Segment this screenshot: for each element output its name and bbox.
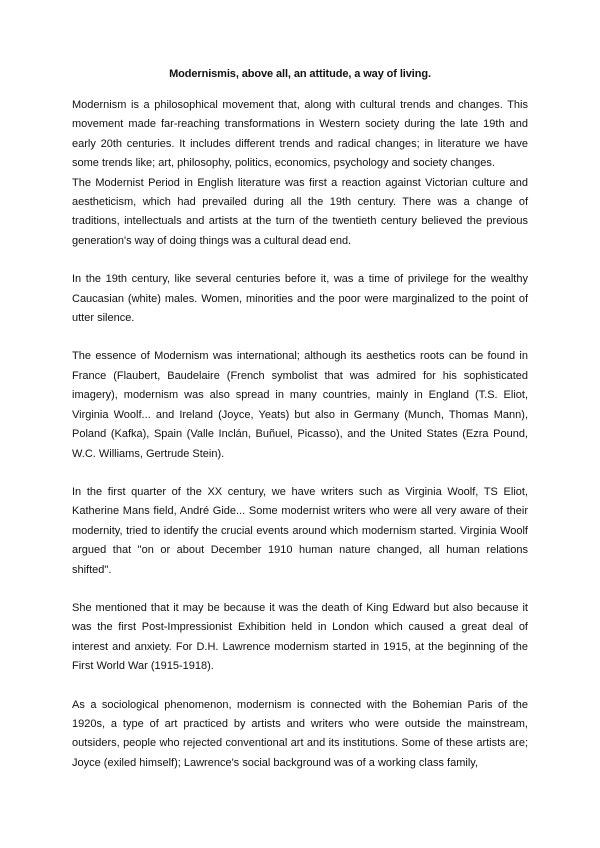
paragraph-king-edward: She mentioned that it may be because it was the death of King Edward but also because it was the first Post-Impressionist Exhibition held in London which caused a great deal of interest and anxiety. For D.H. Lawrence modernism started in 1915, at the beginning of the First World War (1915-1918).: [72, 601, 528, 673]
paragraph-modernism-definition: Modernism is a philosophical movement that, along with cultural trends and changes. This movement made far-reaching transformations in Western society during the late 19th and early 20th centuries. It includes different trends and radical changes; in literature we have some trends like; art, philosophy, politics, economics, psychology and society changes.: [72, 99, 528, 170]
paragraph-international-essence: The essence of Modernism was international; although its aesthetics roots can be found in France (Flaubert, Baudelaire (French symbolist that was admired for his sophisticated imagery), modernism was also spread in many countries, mainly in England (T.S. Eliot, Virginia Woolf... and Ireland (Joyce, Yeats) but also in Germany (Munch, Thomas Mann), Poland (Kafka), Spain (Valle Inclán, Buñuel, Picasso), and the United States (Ezra Pound, W.C. Williams, Gertrude Stein).: [72, 350, 528, 460]
paragraph-spacer: [72, 251, 528, 270]
paragraph-modernist-period: The Modernist Period in English literature was first a reaction against Victorian culture and aestheticism, which had prevailed during all the 19th century. There was a change of traditions, intellectuals and artists at the turn of the twentieth century believed the previous generation's way of doing things was a cultural dead end.: [72, 176, 528, 247]
paragraph-first-quarter: In the first quarter of the XX century, we have writers such as Virginia Woolf, TS Eliot, Katherine Mans field, André Gide... Some modernist writers who were all very aware of their modernity, tried to identify the crucial events around which modernism started. Virginia Woolf argued that "on or about December 1910 human nature changed, all human relations shifted".: [72, 485, 528, 576]
paragraph-19th-century: In the 19th century, like several centuries before it, was a time of privilege for the wealthy Caucasian (white) males. Women, minorities and the poor were marginalized to the point of utter silence.: [72, 273, 528, 325]
paragraph-spacer: [72, 328, 528, 347]
paragraph-spacer: [72, 677, 528, 696]
paragraph-spacer: [72, 464, 528, 483]
document-title: Modernismis, above all, an attitude, a way of living.: [169, 68, 431, 80]
document-page: [72, 66, 528, 773]
paragraph-spacer: [72, 580, 528, 599]
paragraph-sociological-phenomenon: As a sociological phenomenon, modernism is connected with the Bohemian Paris of the 1920s, a type of art practiced by artists and writers who were outside the mainstream, outsiders, people who rejected conventional art and its institutions. Some of these artists are; Joyce (exiled himself); Lawrence's social background was of a working class family,: [72, 698, 528, 769]
